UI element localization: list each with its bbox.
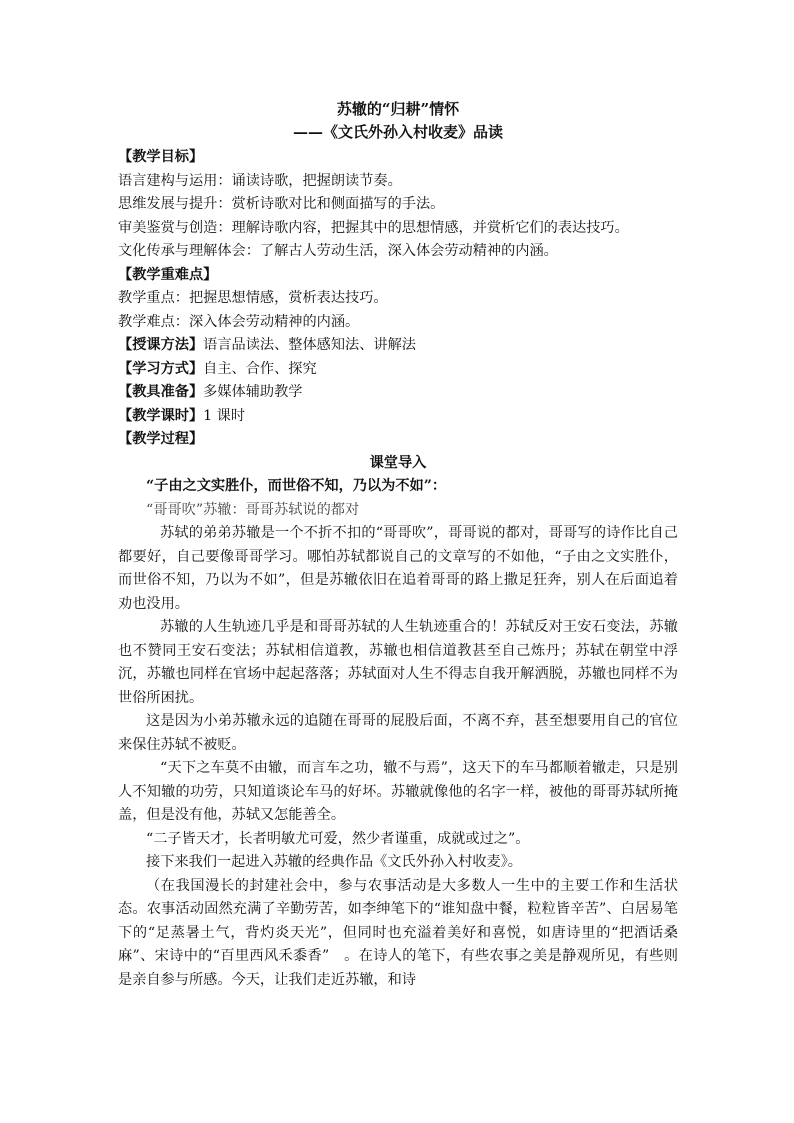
keypoint-item: 教学重点：把握思想情感，赏析表达技巧。	[118, 290, 388, 306]
goal-item: 思维发展与提升：赏析诗歌对比和侧面描写的手法。	[118, 196, 445, 212]
hours-label: 【教学课时】	[118, 407, 204, 424]
method-value: 语言品读法、整体感知法、讲解法	[203, 337, 416, 353]
tools-value: 多媒体辅助教学	[203, 384, 303, 400]
tools-label: 【教具准备】	[118, 384, 204, 400]
goal-item: 语言建构与运用：诵读诗歌，把握朗读节奏。	[118, 172, 402, 189]
study-value: 自主、合作、探究	[203, 360, 317, 377]
intro-paragraph: “天下之车莫不由辙，而言车之功，辙不与焉”，这天下的车马都顺着辙走，只是别人不知辙的功劳，只知道谈论车马的好坏。苏辙就像他的名字一样，被他的哥哥苏轼所掩盖，但是没有他，苏轼又怎能善全。	[118, 760, 678, 823]
intro-paragraph: （在我国漫长的封建社会中，参与农事活动是大多数人一生中的主要工作和生活状态。农事活动固然充满了辛勤劳苦，如李绅笔下的“谁知盘中餐，粒粒皆辛苦”、白居易笔下的“足蒸暑土气，背灼炎天光”，但同时也充溢着美好和喜悦，如唐诗里的“把酒话桑麻”、宋诗中的“百里西风禾黍香” 。在诗人的笔下，有些农事之美是静观所见，有些则是亲自参与所感。今天，让我们走近苏辙，和诗	[118, 877, 678, 988]
keypoint-item: 教学难点：深入体会劳动精神的内涵。	[118, 313, 360, 330]
intro-paragraph: “二子皆天才，长者明敏尤可爱，然少者谨重，成就或过之”。	[146, 830, 530, 847]
document-subtitle: ——《文氏外孙入村收麦》品读	[292, 123, 503, 141]
study-row	[118, 358, 678, 382]
study-label: 【学习方式】	[118, 360, 204, 377]
intro-paragraph: 这是因为小弟苏辙永远的追随在哥哥的屁股后面，不离不弃，甚至想要用自己的官位来保住苏轼不被贬。	[118, 713, 678, 753]
goals-heading: 【教学目标】	[118, 149, 204, 165]
document-title: 苏辙的“归耕”情怀	[336, 100, 460, 118]
goal-item: 文化传承与理解体会：了解古人劳动生活，深入体会劳动精神的内涵。	[118, 243, 558, 259]
keypoints-heading: 【教学重难点】	[118, 266, 218, 283]
intro-paragraph: 苏轼的弟弟苏辙是一个不折不扣的“哥哥吹”，哥哥说的都对，哥哥写的诗作比自己都要好，自己要像哥哥学习。哪怕苏轼都说自己的文章写的不如他，“子由之文实胜仆，而世俗不知，乃以为不如”，但是苏辙依旧在追着哥哥的路上撒足狂奔，别人在后面追着劝也没用。	[118, 525, 678, 612]
document-body	[118, 98, 678, 992]
goal-item: 审美鉴赏与创造：理解诗歌内容，把握其中的思想情感，并赏析它们的表达技巧。	[118, 219, 629, 236]
intro-heading: 课堂导入	[369, 454, 427, 471]
process-heading: 【教学过程】	[118, 431, 204, 447]
hours-value: 1 课时	[203, 407, 246, 424]
method-row	[118, 334, 678, 358]
intro-subheading: “哥哥吹”苏辙：哥哥苏轼说的都对	[146, 501, 360, 518]
intro-quote: “子由之文实胜仆，而世俗不知，乃以为不如”：	[146, 478, 447, 494]
intro-paragraph: 苏辙的人生轨迹几乎是和哥哥苏轼的人生轨迹重合的！苏轼反对王安石变法，苏辙也不赞同王安石变法；苏轼相信道教，苏辙也相信道教甚至自己炼丹；苏轼在朝堂中浮沉，苏辙也同样在官场中起起落落；苏轼面对人生不得志自我开解洒脱，苏辙也同样不为世俗所困扰。	[118, 619, 678, 706]
method-label: 【授课方法】	[118, 337, 204, 353]
tools-row	[118, 381, 678, 405]
intro-paragraph: 接下来我们一起进入苏辙的经典作品《文氏外孙入村收麦》。	[146, 854, 522, 870]
hours-row	[118, 405, 678, 429]
